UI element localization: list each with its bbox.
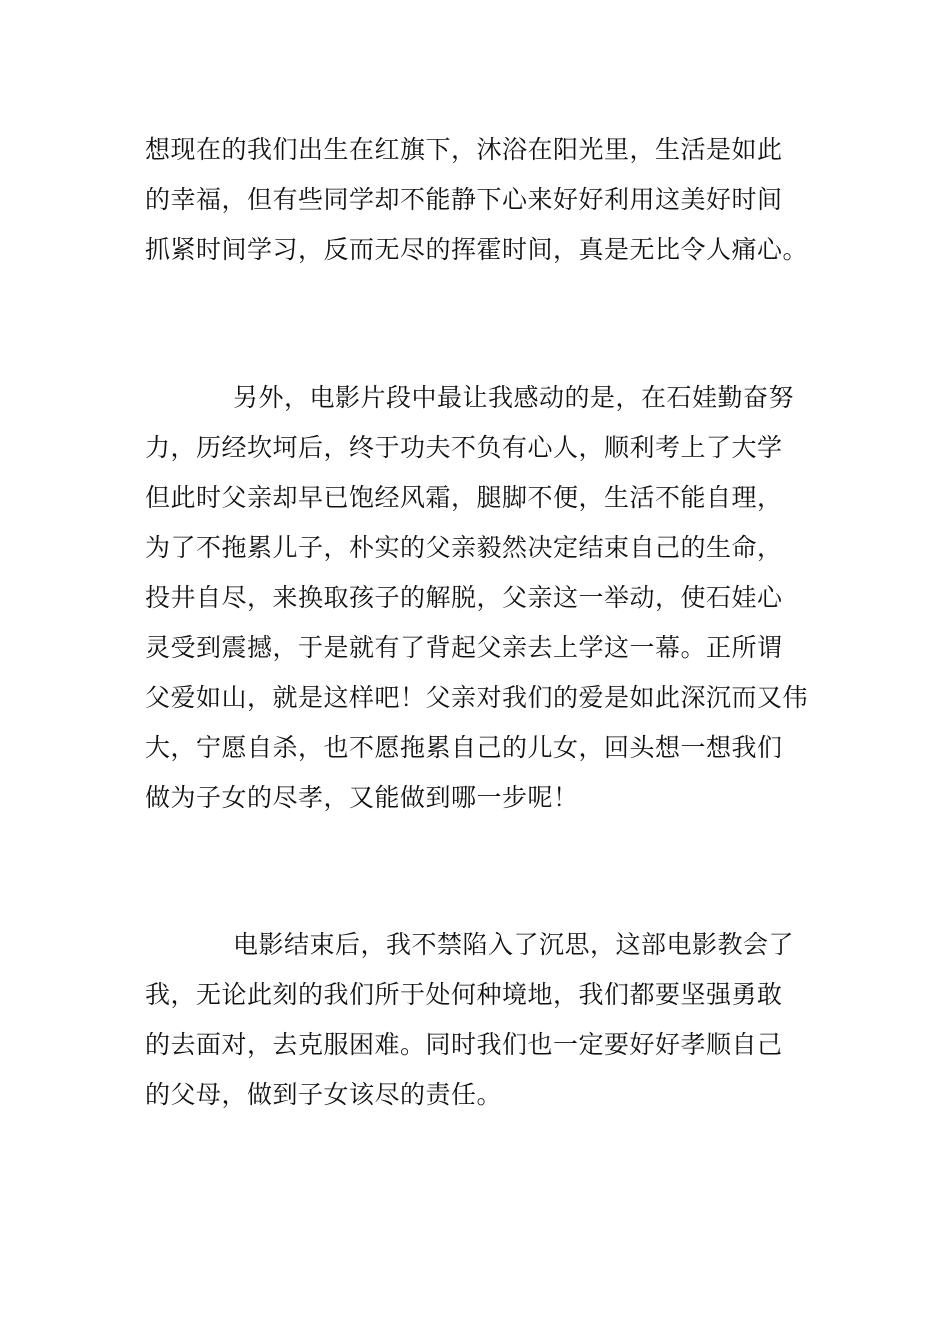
paragraph-line: 想现在的我们出生在红旗下，沐浴在阳光里，生活是如此 bbox=[145, 135, 783, 164]
paragraph-line: 做为子女的尽孝，又能做到哪一步呢！ bbox=[145, 783, 579, 812]
paragraph-line: 的父母，做到子女该尽的责任。 bbox=[145, 1080, 503, 1109]
paragraph-1 bbox=[145, 125, 810, 275]
paragraph-line: 投井自尽，来换取孩子的解脱，父亲这一举动，使石娃心 bbox=[145, 583, 783, 612]
paragraph-line: 父爱如山，就是这样吧！父亲对我们的爱是如此深沉而又伟 bbox=[145, 683, 809, 712]
paragraph-line: 力，历经坎坷后，终于功夫不负有心人，顺利考上了大学 bbox=[145, 433, 783, 462]
paragraph-line: 灵受到震撼，于是就有了背起父亲去上学这一幕。正所谓 bbox=[145, 633, 783, 662]
paragraph-line: 我，无论此刻的我们所于处何种境地，我们都要坚强勇敢 bbox=[145, 980, 783, 1009]
paragraph-line: 但此时父亲却早已饱经风霜，腿脚不便，生活不能自理， bbox=[145, 483, 783, 512]
paragraph-3 bbox=[145, 920, 810, 1120]
paragraph-line: 另外，电影片段中最让我感动的是，在石娃勤奋努 bbox=[233, 383, 795, 412]
paragraph-line: 电影结束后，我不禁陷入了沉思，这部电影教会了 bbox=[233, 930, 795, 959]
paragraph-line: 大，宁愿自杀，也不愿拖累自己的儿女，回头想一想我们 bbox=[145, 733, 783, 762]
paragraph-line: 抓紧时间学习，反而无尽的挥霍时间，真是无比令人痛心。 bbox=[145, 235, 809, 264]
paragraph-line: 的去面对，去克服困难。同时我们也一定要好好孝顺自己 bbox=[145, 1030, 783, 1059]
paragraph-line: 为了不拖累儿子，朴实的父亲毅然决定结束自己的生命， bbox=[145, 533, 783, 562]
paragraph-2 bbox=[145, 373, 810, 823]
paragraph-line: 的幸福，但有些同学却不能静下心来好好利用这美好时间 bbox=[145, 185, 783, 214]
